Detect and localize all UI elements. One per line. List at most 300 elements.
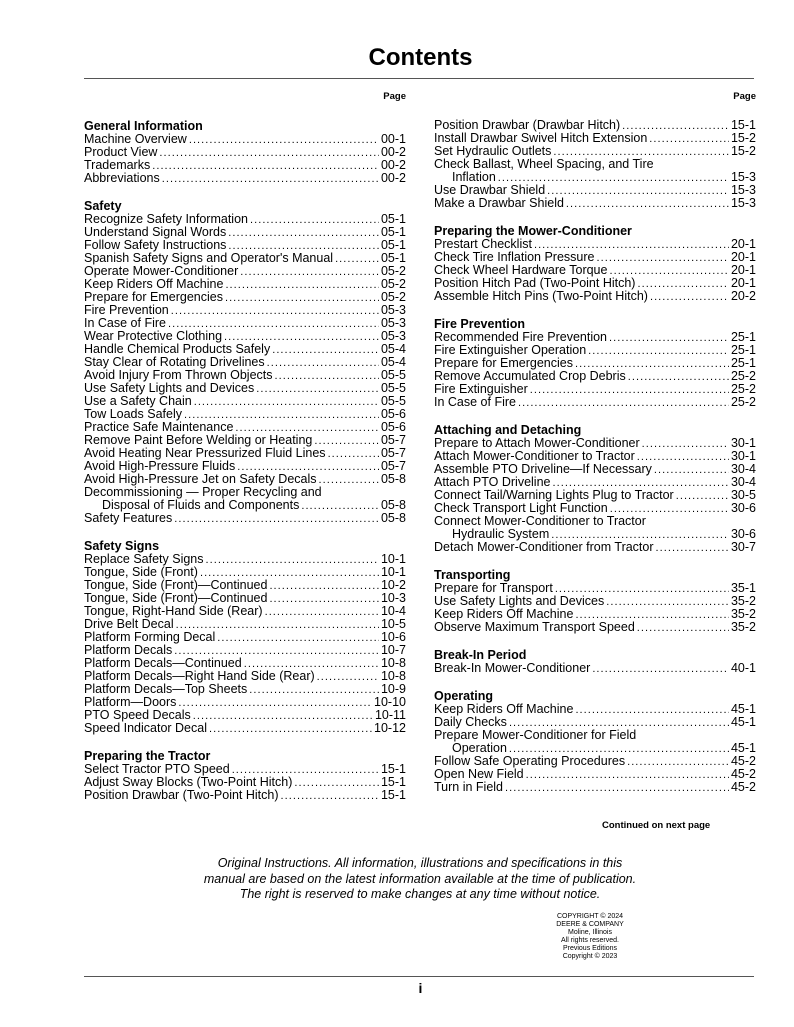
toc-entry-page: 00-2 (380, 172, 406, 185)
toc-entry-page: 45-2 (730, 755, 756, 768)
toc-entry[interactable] (434, 370, 756, 383)
toc-entry-label: Tow Loads Safely (84, 408, 182, 421)
toc-entry[interactable] (434, 621, 756, 634)
toc-entry-page: 35-2 (730, 608, 756, 621)
dot-leader (509, 742, 729, 755)
dot-leader (217, 631, 379, 644)
toc-entry-page: 20-1 (730, 264, 756, 277)
toc-entry[interactable] (434, 158, 756, 171)
toc-entry[interactable] (84, 579, 406, 592)
toc-entry-label: Install Drawbar Swivel Hitch Extension (434, 132, 648, 145)
toc-entry[interactable] (434, 145, 756, 158)
toc-entry[interactable] (84, 553, 406, 566)
toc-entry-page: 05-1 (380, 239, 406, 252)
toc-entry[interactable] (434, 781, 756, 794)
toc-entry[interactable] (434, 595, 756, 608)
toc-entry-page: 10-7 (380, 644, 406, 657)
toc-entry-label: Platform Decals—Right Hand Side (Rear) (84, 670, 315, 683)
toc-entry-page: 05-4 (380, 356, 406, 369)
toc-entry-label: Disposal of Fluids and Components (102, 499, 300, 512)
toc-entry[interactable] (434, 290, 756, 303)
toc-entry[interactable] (434, 437, 756, 450)
toc-entry-page: 10-1 (380, 553, 406, 566)
toc-entry-label: Fire Extinguisher Operation (434, 344, 587, 357)
toc-entry-page: 25-2 (730, 383, 756, 396)
toc-entry[interactable] (434, 489, 756, 502)
toc-entry-page: 45-1 (730, 716, 756, 729)
toc-entry-page: 05-5 (380, 369, 406, 382)
dot-leader (225, 291, 379, 304)
toc-entry-label: Trademarks (84, 159, 151, 172)
toc-entry-page: 05-4 (380, 343, 406, 356)
toc-entry-label: Tongue, Right-Hand Side (Rear) (84, 605, 263, 618)
page-title: Contents (368, 44, 473, 71)
toc-entry[interactable] (84, 356, 406, 369)
toc-entry-page: 35-1 (730, 582, 756, 595)
toc-entry-label: Operate Mower-Conditioner (84, 265, 239, 278)
toc-entry[interactable] (434, 608, 756, 621)
dot-leader (547, 184, 729, 197)
toc-entry-page: 15-3 (730, 171, 756, 184)
toc-entry-label: Break-In Mower-Conditioner (434, 662, 591, 675)
toc-entry[interactable] (84, 592, 406, 605)
dot-leader (272, 343, 379, 356)
section-title: Fire Prevention (434, 317, 525, 331)
toc-entry-label: Remove Accumulated Crop Debris (434, 370, 626, 383)
toc-entry-label: Tongue, Side (Front) (84, 566, 198, 579)
toc-entry-page: 25-2 (730, 370, 756, 383)
dot-leader (256, 382, 379, 395)
toc-entry-label: Select Tractor PTO Speed (84, 763, 230, 776)
dot-leader (566, 197, 729, 210)
toc-entry-label: Use Safety Lights and Devices (84, 382, 255, 395)
toc-entry-label: Prepare Mower-Conditioner for Field (434, 729, 637, 742)
page-column-header: Page (733, 91, 756, 102)
toc-entry-label: Replace Safety Signs (84, 553, 204, 566)
dot-leader (654, 463, 729, 476)
toc-entry[interactable] (84, 631, 406, 644)
toc-entry-page: 05-5 (380, 382, 406, 395)
toc-section (84, 200, 406, 525)
toc-entry-label: Tongue, Side (Front)—Continued (84, 592, 268, 605)
toc-entry-label: Abbreviations (84, 172, 160, 185)
toc-section (434, 119, 756, 210)
toc-section (84, 750, 406, 802)
dot-leader (551, 528, 729, 541)
toc-sections-left (84, 120, 406, 802)
toc-entry-label: Use Safety Lights and Devices (434, 595, 605, 608)
toc-entry[interactable] (434, 396, 756, 409)
toc-entry-label: Adjust Sway Blocks (Two-Point Hitch) (84, 776, 293, 789)
toc-entry-page: 05-8 (380, 473, 406, 486)
toc-entry[interactable] (84, 172, 406, 185)
dot-leader (225, 278, 379, 291)
toc-entry[interactable] (434, 515, 756, 528)
copyright-line: All rights reserved. (561, 937, 619, 944)
toc-entry-label: Safety Features (84, 512, 173, 525)
toc-entry[interactable] (84, 618, 406, 631)
toc-entry-page: 05-2 (380, 291, 406, 304)
toc-entry-page: 30-6 (730, 502, 756, 515)
toc-entry-page: 05-3 (380, 304, 406, 317)
toc-entry-page: 15-2 (730, 132, 756, 145)
dot-leader (224, 330, 379, 343)
toc-entry[interactable] (434, 277, 756, 290)
toc-entry[interactable] (84, 709, 406, 722)
toc-entry[interactable] (84, 278, 406, 291)
toc-entry-label: Fire Extinguisher (434, 383, 528, 396)
toc-entry-page: 15-1 (380, 763, 406, 776)
toc-entry[interactable] (434, 662, 756, 675)
toc-entry[interactable] (84, 146, 406, 159)
dot-leader (575, 357, 729, 370)
toc-entry[interactable] (84, 252, 406, 265)
toc-entry[interactable] (434, 502, 756, 515)
copyright-line: Moline, Illinois (568, 929, 612, 936)
dot-leader (269, 579, 379, 592)
dot-leader (301, 499, 379, 512)
page-column-header: Page (383, 91, 406, 102)
toc-entry-page: 05-8 (380, 499, 406, 512)
toc-entry-page: 45-1 (730, 742, 756, 755)
toc-entry-label: Platform Decals—Continued (84, 657, 242, 670)
toc-entry-page: 10-9 (380, 683, 406, 696)
toc-entry[interactable] (434, 344, 756, 357)
toc-entry-label: PTO Speed Decals (84, 709, 191, 722)
toc-entry[interactable] (84, 512, 406, 525)
dot-leader (294, 776, 379, 789)
toc-entry-page: 30-4 (730, 476, 756, 489)
toc-entry[interactable] (434, 383, 756, 396)
toc-entry[interactable] (84, 421, 406, 434)
section-title: General Information (84, 119, 203, 133)
toc-entry-page: 10-2 (380, 579, 406, 592)
dot-leader (240, 265, 379, 278)
toc-entry[interactable] (84, 722, 406, 735)
dot-leader (622, 119, 729, 132)
toc-entry-label: Tongue, Side (Front)—Continued (84, 579, 268, 592)
toc-entry[interactable] (84, 330, 406, 343)
dot-leader (552, 476, 728, 489)
toc-entry[interactable] (84, 226, 406, 239)
toc-entry-label: Spanish Safety Signs and Operator's Manual (84, 252, 334, 265)
toc-entry[interactable] (434, 357, 756, 370)
toc-entry[interactable] (434, 450, 756, 463)
dot-leader (314, 434, 379, 447)
toc-entry[interactable] (84, 566, 406, 579)
toc-entry[interactable] (434, 541, 756, 554)
toc-entry-label: Set Hydraulic Outlets (434, 145, 552, 158)
toc-section (434, 424, 756, 554)
toc-entry[interactable] (434, 463, 756, 476)
toc-entry[interactable] (434, 251, 756, 264)
dot-leader (575, 703, 729, 716)
toc-entry[interactable] (84, 159, 406, 172)
toc-entry-page: 10-6 (380, 631, 406, 644)
toc-entry[interactable] (434, 476, 756, 489)
toc-entry-page: 05-1 (380, 226, 406, 239)
dot-leader (162, 172, 379, 185)
toc-sections-right (434, 119, 756, 794)
toc-entry-label: Platform Decals (84, 644, 173, 657)
toc-entry-page: 05-7 (380, 460, 406, 473)
toc-entry-label: Assemble PTO Driveline—If Necessary (434, 463, 652, 476)
toc-entry[interactable] (84, 447, 406, 460)
toc-entry-page: 10-5 (380, 618, 406, 631)
toc-entry[interactable] (84, 789, 406, 802)
toc-entry[interactable] (434, 582, 756, 595)
toc-entry-page: 00-1 (380, 133, 406, 146)
dot-leader (597, 251, 729, 264)
toc-entry-label: Position Drawbar (Two-Point Hitch) (84, 789, 279, 802)
dot-leader (530, 383, 729, 396)
toc-entry[interactable] (84, 763, 406, 776)
toc-entry-page: 10-8 (380, 670, 406, 683)
toc-entry-page: 15-3 (730, 184, 756, 197)
dot-leader (176, 618, 379, 631)
dot-leader (184, 408, 379, 421)
toc-entry[interactable] (84, 434, 406, 447)
toc-entry-page: 05-2 (380, 265, 406, 278)
toc-entry[interactable] (434, 729, 756, 742)
toc-entry-page: 10-8 (380, 657, 406, 670)
dot-leader (606, 595, 729, 608)
toc-entry-page: 30-1 (730, 437, 756, 450)
toc-entry-page: 45-1 (730, 703, 756, 716)
dot-leader (189, 133, 379, 146)
toc-entry-label: Check Transport Light Function (434, 502, 608, 515)
toc-entry[interactable] (434, 703, 756, 716)
toc-entry-page: 30-4 (730, 463, 756, 476)
toc-entry-page: 10-10 (374, 696, 406, 709)
toc-entry-page: 25-2 (730, 396, 756, 409)
toc-entry[interactable] (84, 776, 406, 789)
toc-entry-label: Keep Riders Off Machine (84, 278, 224, 291)
toc-entry-label: Stay Clear of Rotating Drivelines (84, 356, 265, 369)
toc-entry-label: Check Ballast, Wheel Spacing, and Tire (434, 158, 654, 171)
toc-entry-page: 30-5 (730, 489, 756, 502)
toc-entry[interactable] (84, 605, 406, 618)
toc-entry-page: 05-2 (380, 278, 406, 291)
dot-leader (555, 582, 729, 595)
dot-leader (518, 396, 729, 409)
toc-entry[interactable] (434, 197, 756, 210)
dot-leader (505, 781, 729, 794)
toc-entry[interactable] (84, 657, 406, 670)
toc-entry-page: 30-6 (730, 528, 756, 541)
toc-entry-page: 30-1 (730, 450, 756, 463)
section-title: Attaching and Detaching (434, 423, 582, 437)
dot-leader (335, 252, 379, 265)
toc-entry-label: Prestart Checklist (434, 238, 532, 251)
dot-leader (609, 264, 729, 277)
dot-leader (637, 450, 729, 463)
dot-leader (244, 657, 379, 670)
toc-entry[interactable] (434, 331, 756, 344)
toc-entry[interactable] (434, 132, 756, 145)
dot-leader (656, 541, 729, 554)
toc-entry-page: 40-1 (730, 662, 756, 675)
toc-entry-label: Prepare for Transport (434, 582, 553, 595)
toc-entry[interactable] (84, 670, 406, 683)
toc-entry[interactable] (84, 133, 406, 146)
toc-entry[interactable] (434, 528, 756, 541)
dot-leader (637, 277, 729, 290)
toc-entry[interactable] (434, 184, 756, 197)
dot-leader (174, 644, 379, 657)
toc-entry-label: Position Drawbar (Drawbar Hitch) (434, 119, 621, 132)
dot-leader (228, 239, 379, 252)
instructions-note (130, 856, 710, 903)
toc-entry-page: 20-1 (730, 238, 756, 251)
toc-entry-page: 15-1 (380, 789, 406, 802)
section-title: Preparing the Mower-Conditioner (434, 224, 632, 238)
toc-entry-page: 05-5 (380, 395, 406, 408)
note-line: manual are based on the latest information available at the time of publication. (203, 871, 637, 886)
toc-entry-label: Avoid High-Pressure Jet on Safety Decals (84, 473, 317, 486)
toc-entry[interactable] (434, 755, 756, 768)
dot-leader (676, 489, 729, 502)
dot-leader (649, 132, 729, 145)
toc-entry[interactable] (84, 304, 406, 317)
toc-entry-page: 30-7 (730, 541, 756, 554)
toc-entry-label: Recommended Fire Prevention (434, 331, 607, 344)
toc-entry-page: 05-3 (380, 317, 406, 330)
toc-section (434, 318, 756, 409)
toc-entry[interactable] (84, 213, 406, 226)
copyright-line: Copyright © 2023 (562, 953, 618, 960)
dot-leader (193, 709, 373, 722)
toc-entry-page: 05-1 (380, 213, 406, 226)
dot-leader (575, 608, 729, 621)
toc-entry-label: Turn in Field (434, 781, 504, 794)
toc-entry[interactable] (84, 460, 406, 473)
toc-entry-page: 15-3 (730, 197, 756, 210)
toc-entry[interactable] (434, 716, 756, 729)
toc-entry-page: 25-1 (730, 357, 756, 370)
dot-leader (650, 290, 729, 303)
toc-entry[interactable] (84, 382, 406, 395)
toc-entry-label: Machine Overview (84, 133, 187, 146)
toc-entry-page: 10-3 (380, 592, 406, 605)
dot-leader (328, 447, 379, 460)
toc-entry-page: 20-2 (730, 290, 756, 303)
toc-entry-label: Check Tire Inflation Pressure (434, 251, 595, 264)
dot-leader (171, 304, 379, 317)
toc-entry[interactable] (84, 317, 406, 330)
toc-entry[interactable] (84, 369, 406, 382)
toc-entry[interactable] (434, 264, 756, 277)
dot-leader (610, 502, 729, 515)
section-title: Safety (84, 199, 122, 213)
toc-entry-label: Platform Forming Decal (84, 631, 216, 644)
toc-entry[interactable] (84, 291, 406, 304)
toc-entry[interactable] (434, 742, 756, 755)
toc-entry-label: Decommissioning — Proper Recycling and (84, 486, 322, 499)
toc-entry-label: Operation (452, 742, 507, 755)
toc-entry[interactable] (84, 499, 406, 512)
toc-entry[interactable] (434, 768, 756, 781)
dot-leader (553, 145, 729, 158)
toc-entry-page: 20-1 (730, 277, 756, 290)
toc-entry[interactable] (84, 265, 406, 278)
toc-entry[interactable] (84, 239, 406, 252)
toc-entry[interactable] (84, 644, 406, 657)
dot-leader (200, 566, 379, 579)
toc-entry-page: 20-1 (730, 251, 756, 264)
dot-leader (269, 592, 379, 605)
toc-section (84, 540, 406, 735)
toc-entry-label: Keep Riders Off Machine (434, 703, 574, 716)
toc-entry-label: Platform Decals—Top Sheets (84, 683, 248, 696)
toc-entry-label: Use Drawbar Shield (434, 184, 546, 197)
section-title: Safety Signs (84, 539, 160, 553)
toc-entry[interactable] (84, 343, 406, 356)
toc-entry-page: 10-1 (380, 566, 406, 579)
section-title: Break-In Period (434, 648, 527, 662)
dot-leader (249, 683, 379, 696)
toc-entry-page: 10-11 (374, 709, 406, 722)
toc-section (434, 569, 756, 634)
dot-leader (265, 605, 379, 618)
dot-leader (627, 755, 729, 768)
toc-entry-label: Hydraulic System (452, 528, 550, 541)
toc-entry[interactable] (434, 171, 756, 184)
toc-entry-label: Avoid Heating Near Pressurized Fluid Lines (84, 447, 326, 460)
toc-entry-label: Remove Paint Before Welding or Heating (84, 434, 313, 447)
toc-entry-page: 05-8 (380, 512, 406, 525)
dot-leader (232, 763, 379, 776)
dot-leader (628, 370, 729, 383)
toc-entry-page: 15-2 (730, 145, 756, 158)
toc-entry-label: Attach Mower-Conditioner to Tractor (434, 450, 635, 463)
toc-entry[interactable] (84, 683, 406, 696)
dot-leader (194, 395, 379, 408)
toc-entry-label: Prepare to Attach Mower-Conditioner (434, 437, 640, 450)
toc-entry[interactable] (84, 696, 406, 709)
toc-entry-page: 25-1 (730, 344, 756, 357)
copyright-block (540, 913, 640, 961)
toc-entry[interactable] (434, 119, 756, 132)
toc-entry-label: Prepare for Emergencies (434, 357, 573, 370)
toc-entry-label: Follow Safety Instructions (84, 239, 227, 252)
toc-entry-page: 05-1 (380, 252, 406, 265)
copyright-line: DEERE & COMPANY (556, 921, 624, 928)
toc-entry-label: Product View (84, 146, 158, 159)
bottom-divider (84, 976, 754, 977)
toc-section (434, 690, 756, 794)
dot-leader (317, 670, 379, 683)
toc-entry[interactable] (84, 395, 406, 408)
toc-entry-label: Follow Safe Operating Procedures (434, 755, 626, 768)
toc-entry-page: 00-2 (380, 159, 406, 172)
continued-note: Continued on next page (602, 820, 711, 831)
dot-leader (178, 696, 372, 709)
dot-leader (609, 331, 729, 344)
toc-entry-label: Understand Signal Words (84, 226, 227, 239)
copyright-line: Previous Editions (562, 945, 618, 952)
section-title: Transporting (434, 568, 511, 582)
toc-entry[interactable] (84, 408, 406, 421)
toc-entry-label: Keep Riders Off Machine (434, 608, 574, 621)
toc-entry-page: 10-12 (374, 722, 406, 735)
toc-entry[interactable] (434, 238, 756, 251)
toc-entry[interactable] (84, 473, 406, 486)
toc-entry[interactable] (84, 486, 406, 499)
toc-entry-label: Make a Drawbar Shield (434, 197, 564, 210)
toc-entry-label: Observe Maximum Transport Speed (434, 621, 635, 634)
dot-leader (228, 226, 379, 239)
